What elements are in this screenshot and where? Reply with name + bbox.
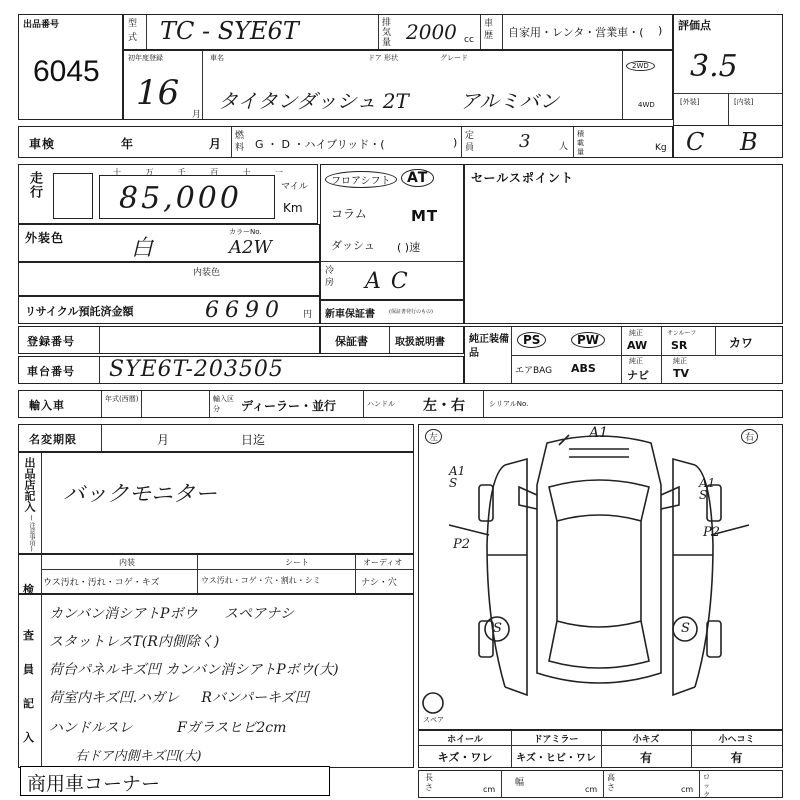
name-row: [123, 50, 673, 120]
warranty-row: [320, 300, 464, 324]
cc-unit: cc: [464, 35, 474, 45]
warranty-book: 保証書: [335, 335, 368, 348]
interior-color-row: [18, 262, 320, 296]
car-name-label: 車名: [210, 54, 224, 62]
mt-option: MT: [411, 207, 439, 225]
inspector-line-2: スタットレスT(R内側除く): [49, 634, 220, 650]
shaken-month-label: 月: [209, 137, 223, 151]
chassis-row: [18, 356, 464, 384]
width-label: 幅: [515, 778, 525, 788]
mileage-digit-headers: 十 万 千 百 十 一: [113, 168, 283, 177]
score-box: [673, 14, 783, 126]
seller-notes-sub: (注意事項): [28, 515, 35, 553]
displacement-label: 排気量: [382, 18, 392, 48]
recycle-label: リサイクル預託済金額: [25, 305, 134, 318]
recycle-row: [18, 296, 320, 324]
seat-header: シート: [285, 558, 309, 567]
kg-unit: Kg: [655, 143, 667, 153]
fuel-label: 燃料: [235, 131, 245, 153]
import-type: ディーラー・並行: [241, 399, 337, 413]
model-year-label: 年式(西暦): [105, 395, 139, 403]
model-code: TC - SYE6T: [160, 17, 299, 45]
registration-label: 登録番号: [27, 335, 75, 348]
aircon-value: AC: [365, 269, 418, 294]
import-row: [18, 390, 783, 418]
score-label: 評価点: [678, 19, 711, 32]
at-option: AT: [401, 169, 434, 187]
option-aw-label: 純正: [629, 329, 643, 337]
commercial-vehicle-corner-stamp: 商用車コーナー: [20, 766, 330, 796]
exterior-color-label: 外装色: [25, 231, 65, 245]
recycle-amount: 6690: [205, 298, 285, 323]
serial-label: シリアルNo.: [489, 400, 529, 408]
scratch-value: 有: [639, 751, 652, 765]
capacity-value: 3: [519, 131, 531, 152]
damage-a1-front: A1: [589, 425, 609, 441]
score-value: 3.5: [690, 49, 738, 84]
damage-p2-left: P2: [453, 537, 471, 552]
interior-condition-box: [18, 554, 414, 594]
import-label: 輸入車: [29, 399, 65, 412]
name-change-month: 月: [157, 433, 170, 447]
interior-grade-label: [内装]: [734, 98, 754, 106]
exterior-color-row: [18, 224, 320, 262]
interior-items: ウス汚れ・汚れ・コゲ・キズ: [43, 578, 160, 588]
fuel-close: ): [453, 136, 458, 149]
interior-header: 内装: [119, 558, 135, 567]
sales-points-label: セールスポイント: [471, 171, 574, 185]
parts-table: [418, 730, 783, 768]
mileage-box: [18, 164, 318, 224]
registration-row: [18, 326, 320, 354]
inspector-label: 査 員 記 入: [23, 629, 35, 744]
speed-count: ( )速: [397, 241, 421, 254]
inspector-line-4: 荷室内キズ凹.ハガレ Rバンパーキズ凹: [49, 690, 309, 706]
right-side-marker: 右: [741, 429, 758, 444]
name-change-row: [18, 424, 414, 452]
option-airbag: エアBAG: [515, 366, 553, 376]
first-reg-year: 16: [136, 73, 180, 113]
lot-number: 6045: [33, 55, 100, 88]
usage-close: ): [658, 24, 663, 37]
inspector-line-1: カンバン消シアトPボウ スペアナシ: [49, 606, 294, 622]
dent-label: 小ヘコミ: [718, 735, 755, 745]
mileage-unit-km: Km: [283, 201, 303, 215]
damage-s-right: S: [681, 621, 690, 636]
mileage-value: 85,000: [119, 181, 242, 216]
mirror-value: キズ・ヒビ・ワレ: [516, 753, 596, 764]
name-change-day: 日迄: [241, 433, 266, 447]
mileage-blank-cell: [53, 173, 93, 219]
lock-label: ロック: [703, 773, 710, 799]
recycle-unit: 円: [303, 310, 313, 320]
model-label: 型 式: [128, 19, 138, 43]
wheel-value: キズ・ワレ: [437, 751, 493, 764]
exterior-grade: C: [686, 128, 705, 156]
scratch-label: 小キズ: [632, 735, 660, 745]
aircon-label: 冷房: [325, 266, 335, 288]
option-navi: ナビ: [627, 369, 649, 382]
floor-shift: フロアシフト: [325, 171, 397, 188]
audio-header: オーディオ: [363, 558, 403, 567]
chassis-number: SYE6T-203505: [109, 357, 284, 382]
height-cm: cm: [681, 785, 694, 794]
option-aw: AW: [627, 339, 648, 352]
inspector-notes-box: [18, 594, 414, 768]
inspector-label-top: 検: [23, 583, 35, 596]
seat-items: ウス汚れ・コゲ・穴・割れ・シミ: [201, 576, 321, 585]
damage-s-left: S: [493, 621, 502, 636]
seller-notes-label: 出品店記入: [23, 457, 36, 512]
width-cm: cm: [585, 785, 598, 794]
displacement-value: 2000: [406, 20, 457, 44]
mileage-label: 走行: [27, 171, 42, 199]
door-shape-label: ドア 形状: [368, 54, 399, 62]
exterior-color-value: 白: [131, 236, 154, 261]
person-unit: 人: [559, 142, 569, 152]
option-ps: PS: [517, 332, 546, 348]
mileage-unit-mile: マイル: [281, 182, 308, 192]
capacity-label: 定員: [465, 131, 475, 153]
audio-items: ナシ・穴: [361, 578, 397, 588]
shaken-year-label: 年: [121, 137, 135, 151]
wheel-label: ホイール: [447, 735, 483, 745]
damage-a1s-right: A1 S: [699, 476, 716, 502]
length-label: 長さ: [425, 773, 433, 792]
warranty-label: 新車保証書: [325, 309, 375, 320]
model-row: [123, 14, 673, 50]
grade-label: グレード: [440, 54, 468, 62]
damage-p2-right: P2: [703, 525, 721, 540]
option-tv: TV: [673, 367, 690, 380]
option-sr: SR: [671, 339, 688, 352]
options-box: [464, 326, 783, 384]
color-no-value: A2W: [229, 237, 272, 258]
drive-4wd: 4WD: [638, 101, 655, 109]
shaken-label: 車検: [29, 137, 56, 151]
first-reg-label: 初年度登録: [128, 54, 163, 62]
car-name: タイタンダッシュ 2T: [218, 89, 409, 113]
lot-label: 出品番号: [23, 20, 60, 30]
inspection-row: [18, 126, 673, 158]
length-cm: cm: [483, 785, 496, 794]
inspector-line-6: 右ドア内側キズ凹(大): [75, 749, 202, 764]
sales-points-box: [464, 164, 783, 324]
lot-box: [18, 14, 123, 120]
column-shift: コラム: [331, 207, 367, 221]
equipment-box: [320, 164, 464, 300]
vehicle-history-label: 車歴: [484, 19, 494, 41]
car-outline-diagram: [419, 425, 781, 727]
seller-notes-text: バックモニター: [63, 482, 218, 507]
score-lower: [673, 126, 783, 158]
height-label: 高さ: [607, 773, 615, 792]
exterior-grade-label: [外装]: [680, 98, 700, 106]
interior-color-label: 内装色: [193, 268, 221, 278]
grade-value: アルミバン: [460, 89, 560, 113]
owners-manual: 取扱説明書: [395, 337, 445, 348]
fuel-options: G ・ D ・ハイブリッド・(: [255, 138, 385, 151]
chassis-label: 車台番号: [27, 365, 75, 378]
handle-side: 左・右: [423, 398, 465, 414]
dash-shift: ダッシュ: [331, 239, 375, 252]
option-abs: ABS: [571, 362, 596, 375]
usage-options: 自家用・レンタ・営業車・(: [508, 26, 644, 39]
option-sunroof-label: サンルーフ: [667, 330, 697, 337]
spare-label: スペア: [423, 716, 444, 724]
damage-a1s-left: A1 S: [449, 464, 466, 490]
warranty-docs-row: [320, 326, 464, 354]
import-type-label: 輸入区分: [213, 395, 234, 413]
mirror-label: ドアミラー: [533, 735, 579, 745]
option-pw: PW: [571, 332, 605, 348]
option-navi-label: 純正: [629, 357, 643, 365]
left-side-marker: 左: [425, 429, 442, 444]
dimensions-row: [418, 770, 783, 798]
load-label: 積載量: [577, 130, 584, 156]
color-no-label: カラーNo.: [229, 228, 262, 236]
inspector-line-3: 荷台パネルキズ凹 カンバン消シアトPボウ(大): [49, 662, 339, 678]
inspector-line-5: ハンドルスレ Fガラスヒビ2cm: [49, 720, 287, 736]
car-diagram-box: [418, 424, 783, 730]
option-leather: カワ: [729, 336, 754, 350]
options-label: 純正装備品: [469, 334, 509, 359]
handle-label: ハンドル: [367, 400, 395, 408]
first-reg-month-unit: 月: [192, 110, 202, 120]
warranty-note: (保証書発行のもの): [389, 309, 433, 315]
seller-notes-box: [18, 452, 414, 554]
dent-value: 有: [730, 751, 743, 765]
interior-grade: B: [740, 128, 758, 156]
drive-2wd: 2WD: [626, 61, 655, 71]
name-change-label: 名変期限: [29, 433, 77, 446]
option-tv-label: 純正: [673, 357, 687, 365]
